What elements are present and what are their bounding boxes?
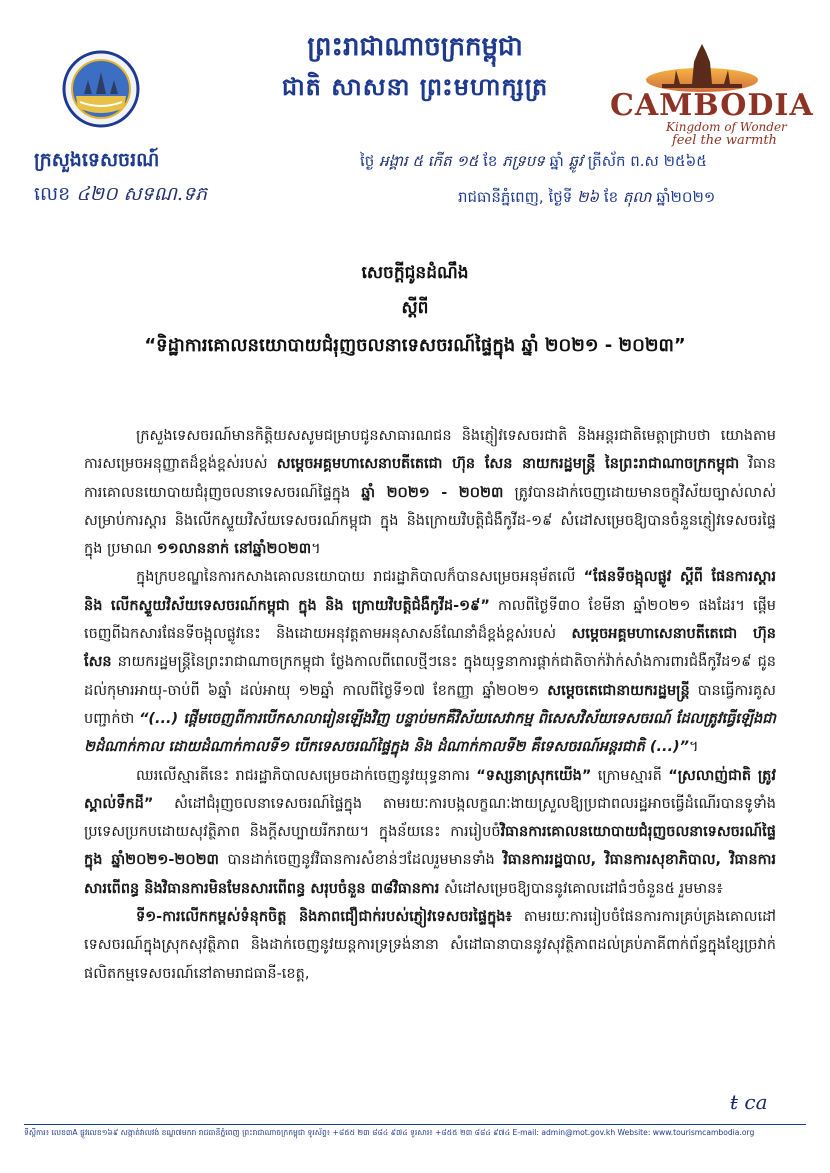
goal-1-heading: ទី១-ការលើកកម្ពស់ទំនុកចិត្ត និងភាពជឿជាក់របស់ភ្ញៀវទេសចរផ្ទៃក្នុង៖ (136, 909, 512, 926)
notice-body (84, 422, 776, 988)
text: វិធានការគោលនយោបាយជំរុញចលនាទេសចរណ៍ផ្ទៃក្នុង (84, 456, 776, 501)
prime-minister-name: សម្តេចអគ្គមហាសេនាបតីតេជោ ហ៊ុន សែន នាយករដ្ឋមន្ត្រី នៃព្រះរាជាណាចក្រកម្ពុជា (276, 456, 740, 473)
angkor-temple-icon (604, 40, 794, 92)
buddhist-era: ត្រីស័ក ព.ស ២៥៦៥ (587, 152, 707, 170)
brand-slogan: feel the warmth (672, 133, 777, 148)
lunar-day: អង្គារ ៥ កើត ១៥ (379, 152, 479, 170)
text: សំដៅសម្រេចឱ្យបាននូវគោលដៅធំៗចំនួន៥ រួមមាន៖ (439, 880, 723, 897)
ministry-name: ក្រសួងទេសចរណ៍ (34, 149, 160, 171)
prime-minister-title: សម្តេចតេជោនាយករដ្ឋមន្ត្រី (547, 682, 690, 699)
target-figure: ១១លាននាក់ នៅឆ្នាំ២០២៣ (156, 541, 312, 558)
text: ។ (311, 541, 321, 558)
campaign-spirit: “ស្រលាញ់ជាតិ ត្រូវស្គាល់ទឹកដី” (84, 767, 776, 812)
handwritten-initials: ŧ ca (730, 1090, 768, 1114)
text: តាមរយៈការរៀបចំផែនការការគ្រប់គ្រងគោលដៅទេសចរណ៍ក្នុងស្រុកសុវត្ថិភាព និងដាក់ចេញនូវយន្តការទ្រទ្រង់នានា សំដៅធានាបាននូវសុវត្ថិភាពដល់គ្រប់ភាគីពាក់ព័ន្ធក្នុងខ្សែច្រវាក់ផលិតកម្មទេសចរណ៍នៅតាមរាជធានី-ខេត្ត, (84, 909, 776, 982)
roadmap-title: “ផែនទីចង្អុលផ្លូវ ស្តីពី ផែនការស្តារ និង លើកស្ទួយវិស័យទេសចរណ៍កម្ពុជា ក្នុង និង ក្រោយវិបត្តិជំងឺកូវីដ-១៩” (84, 569, 776, 614)
reference-value: ៤២០ សទណ.ទភ (76, 183, 208, 205)
cambodia-kingdom-of-wonder-logo (604, 40, 814, 150)
campaign-name: “ទស្សនាស្រុកយើង” (476, 767, 592, 784)
text: កាលពីថ្ងៃទី៣០ ខែមីនា ឆ្នាំ២០២១ ផងដែរ។ ផ្តើមចេញពីឯកសារផែនទីចង្អុលផ្លូវនេះ និងដោយអនុវត្តតាមអនុសាសន៍ណែនាំដ៏ខ្ពង់ខ្ពស់របស់ (84, 597, 776, 643)
ministry-of-tourism-logo (62, 50, 140, 128)
reference-number (34, 182, 207, 210)
month-label: ខែ (483, 152, 498, 170)
text: ឈរលើស្មារតីនេះ រាជរដ្ឋាភិបាលសម្រេចដាក់ចេញនូវយុទ្ធនាការ (136, 767, 477, 784)
notice-subject: “ទិដ្ឋាការគោលនយោបាយជំរុញចលនាទេសចរណ៍ផ្ទៃក្នុង ឆ្នាំ ២០២១ - ២០២៣” (144, 335, 686, 356)
solar-year: ឆ្នាំ២០២១ (656, 188, 716, 206)
text: ក្រសួងទេសចរណ៍មានកិត្តិយសសូមជម្រាបជូនសាធារណជន និងភ្ញៀវទេសចរជាតិ និងអន្តរជាតិមេត្តាជ្រាបថា យោងតាមការសម្រេចអនុញ្ញាតដ៏ខ្ពង់ខ្ពស់របស់ (84, 428, 776, 473)
lunar-month: ភទ្របទ (502, 152, 545, 170)
policy-name: វិធានការគោលនយោបាយជំរុញចលនាទេសចរណ៍ផ្ទៃក្នុង ឆ្នាំ២០២១-២០២៣ (84, 824, 776, 869)
notice-about: ស្តីពី (401, 298, 429, 318)
paragraph-3 (84, 762, 776, 903)
paragraph-2 (84, 563, 776, 761)
month-label: ខែ (603, 188, 619, 206)
quotation: “(...) ផ្តើមចេញពីការបើកសាលារៀនឡើងវិញ បន្ទាប់មកគឺវិស័យសេវាកម្ម ពិសេសវិស័យទេសចរណ៍ ដែលត្រូវធ្វើឡើងជា ២ដំណាក់កាល ដោយដំណាក់កាលទី១ បើកទេសចរណ៍ផ្ទៃក្នុង និង ដំណាក់កាលទី២ គឺទេសចរណ៍អន្តរជាតិ (...)” (84, 710, 776, 756)
notice-heading: សេចក្តីជូនដំណឹង (361, 263, 469, 283)
prime-minister-name: សម្តេចអគ្គមហាសេនាបតីតេជោ ហ៊ុន សែន (84, 626, 776, 671)
text: ក្នុងក្របខណ្ឌនៃការកសាងគោលនយោបាយ រាជរដ្ឋាភិបាលក៏បានសម្រេចអនុម័តលើ (136, 569, 584, 586)
brand-wordmark: CAMBODIA (610, 88, 814, 123)
brand-tagline: Kingdom of Wonder (666, 120, 787, 134)
text: សំដៅជំរុញចលនាទេសចរណ៍ផ្ទៃក្នុង តាមរយៈការបង្កលក្ខណៈងាយស្រួលឱ្យប្រជាពលរដ្ឋអាចធ្វើដំណើរបានទូទាំងប្រទេសប្រកបដោយសុវត្ថិភាព និងក្តីសប្បាយរីករាយ។ ក្នុងន័យនេះ ការរៀបចំ (84, 795, 776, 841)
national-motto: ជាតិ សាសនា ព្រះមហាក្សត្រ (281, 72, 549, 101)
kingdom-title: ព្រះរាជាណាចក្រកម្ពុជា (307, 32, 523, 62)
date-prefix: ថ្ងៃ (360, 152, 375, 170)
lunar-date (360, 152, 707, 174)
measures-list: វិធានការរដ្ឋបាល, វិធានការសុខាភិបាល, វិធានការសារពើពន្ធ និងវិធានការមិនមែនសារពើពន្ធ សរុបចំនួន ៣៨វិធានការ (84, 852, 776, 897)
solar-day: ២៦ (577, 188, 600, 206)
footer-contact: ទីស្តីការ៖ លេខ៣A ផ្លូវលេខ១៦៩ សង្កាត់វាលវង់ ខណ្ឌ៧មករា រាជធានីភ្នំពេញ ព្រះរាជាណាចក្រកម្ពុជា ទូរស័ព្ទ៖ +៨៥៥ ២៣ ៨៨៤ ៩៧៤ ទូរសារ៖ +៨៥៥ ២៣ ៨៨៤ ៩៧៤ E-mail: admin@mot.gov.kh Website: www.tourismcambodia.org (24, 1128, 755, 1137)
paragraph-1 (84, 422, 776, 563)
paragraph-4 (84, 903, 776, 988)
solar-month: តុលា (622, 188, 652, 206)
text: ត្រូវបានដាក់ចេញដោយមានចក្ខុវិស័យច្បាស់លាស់ សម្រាប់ការស្តារ និងលើកស្ទួយវិស័យទេសចរណ៍កម្ពុជា ក្នុង និងក្រោយវិបត្តិជំងឺកូវីដ-១៩ សំដៅសម្រេចឱ្យបានចំនួនភ្ញៀវទេសចរផ្ទៃក្នុង ប្រមាណ (84, 484, 777, 558)
footer-divider (24, 1124, 806, 1125)
year-label: ឆ្នាំ (549, 152, 564, 170)
lunar-year: ឆ្លូវ (568, 152, 583, 170)
text: បានធ្វើការគូសបញ្ជាក់ថា (84, 682, 776, 727)
text: ។ (689, 739, 699, 756)
reference-label: លេខ (34, 183, 71, 205)
period: ឆ្នាំ ២០២១ - ២០២៣ (361, 484, 504, 501)
solar-date (458, 188, 715, 210)
text: ក្រោមស្មារតី (591, 767, 669, 784)
text: បានដាក់ចេញនូវវិធានការសំខាន់ៗដែលរួមមានទាំង (218, 852, 504, 869)
place-date-prefix: រាជធានីភ្នំពេញ, ថ្ងៃទី (458, 188, 573, 206)
text: នាយករដ្ឋមន្ត្រីនៃព្រះរាជាណាចក្រកម្ពុជា ថ្លែងកាលពីពេលថ្មីៗនេះ ក្នុងយុទ្ធនាការផ្តាក់ជាតិចាក់វ៉ាក់សាំងការពារជំងឺកូវីដ១៩ ជូនដល់កុមារអាយុ-ចាប់ពី ៦ឆ្នាំ ដល់អាយុ ១២ឆ្នាំ កាលពីថ្ងៃទី១៧ ខែកញ្ញា ឆ្នាំ២០២១ (84, 654, 776, 699)
